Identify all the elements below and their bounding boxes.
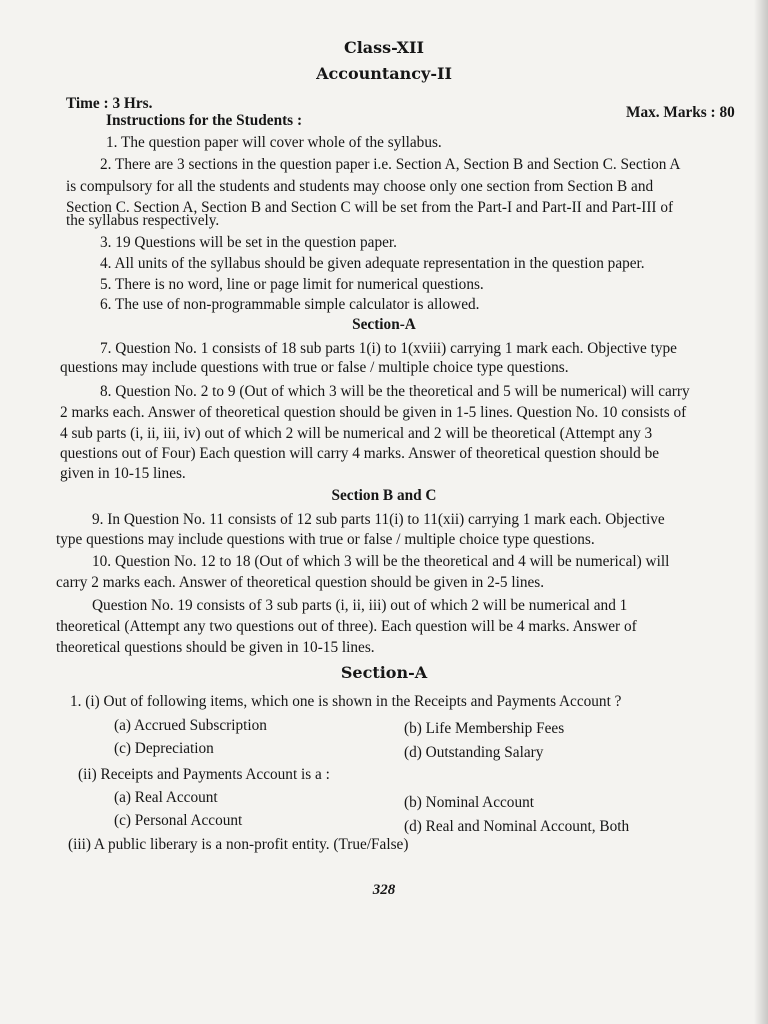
instruction-line: is compulsory for all the students and students may choose only one section from Section B and xyxy=(66,178,654,195)
section-a-info-line: 2 marks each. Answer of theoretical question should be given in 1-5 lines. Question No. 10 consists of xyxy=(60,404,687,421)
question-1-i: 1. (i) Out of following items, which one is shown in the Receipts and Payments Account ? xyxy=(70,693,622,710)
class-title: Class-XII xyxy=(343,38,425,57)
section-bc-info-line: 10. Question No. 12 to 18 (Out of which 3 will be the theoretical and 4 will be numerical) will xyxy=(92,553,670,570)
instruction-line: 2. There are 3 sections in the question paper i.e. Section A, Section B and Section C. Section A xyxy=(100,156,681,173)
option-1-ii-a: (a) Real Account xyxy=(114,789,218,806)
page-number: 328 xyxy=(372,882,396,898)
option-1-i-c: (c) Depreciation xyxy=(114,740,214,757)
section-bc-info-line: Question No. 19 consists of 3 sub parts (i, ii, iii) out of which 2 will be numerical and 1 xyxy=(92,597,628,614)
instruction-line: 6. The use of non-programmable simple calculator is allowed. xyxy=(100,296,480,313)
section-a-info-line: 7. Question No. 1 consists of 18 sub parts 1(i) to 1(xviii) carrying 1 mark each. Objective type xyxy=(100,340,677,357)
max-marks-label: Max. Marks : 80 xyxy=(626,104,735,121)
option-1-ii-c: (c) Personal Account xyxy=(114,812,243,829)
section-a-info-line: 4 sub parts (i, ii, iii, iv) out of which 2 will be numerical and 2 will be theoretical (Attempt any 3 xyxy=(60,425,653,442)
section-a-info-line: 8. Question No. 2 to 9 (Out of which 3 will be the theoretical and 5 will be numerical) will carry xyxy=(100,383,690,400)
time-label: Time : 3 Hrs. xyxy=(66,95,153,112)
section-bc-info-line: theoretical questions should be given in 10-15 lines. xyxy=(56,639,375,656)
question-1-ii: (ii) Receipts and Payments Account is a : xyxy=(78,766,330,783)
instruction-line: 4. All units of the syllabus should be given adequate representation in the question paper. xyxy=(100,255,645,272)
instructions-heading: Instructions for the Students : xyxy=(106,112,303,129)
section-bc-info-line: 9. In Question No. 11 consists of 12 sub parts 11(i) to 11(xii) carrying 1 mark each. Objective xyxy=(92,511,665,528)
option-1-i-a: (a) Accrued Subscription xyxy=(114,717,267,734)
instruction-line: 5. There is no word, line or page limit for numerical questions. xyxy=(100,276,484,293)
section-bc-info-heading: Section B and C xyxy=(331,487,437,504)
instruction-line: 1. The question paper will cover whole of the syllabus. xyxy=(106,134,442,151)
section-a-questions-heading: Section-A xyxy=(340,663,428,682)
option-1-ii-d: (d) Real and Nominal Account, Both xyxy=(404,818,630,835)
option-1-ii-b: (b) Nominal Account xyxy=(404,794,534,811)
subject-title: Accountancy-II xyxy=(316,64,452,83)
section-bc-info-line: theoretical (Attempt any two questions out of three). Each question will be 4 marks. Answer of xyxy=(56,618,637,635)
section-a-info-heading: Section-A xyxy=(352,316,416,333)
section-a-info-line: questions out of Four) Each question will carry 4 marks. Answer of theoretical question should be xyxy=(60,445,660,462)
instruction-line: 3. 19 Questions will be set in the question paper. xyxy=(100,234,397,251)
option-1-i-d: (d) Outstanding Salary xyxy=(404,744,544,761)
option-1-i-b: (b) Life Membership Fees xyxy=(404,720,565,737)
instruction-line: Section C. Section A, Section B and Section C will be set from the Part-I and Part-II and Part-III of xyxy=(66,199,674,216)
section-bc-info-line: carry 2 marks each. Answer of theoretical question should be given in 2-5 lines. xyxy=(56,574,545,591)
section-bc-info-line: type questions may include questions with true or false / multiple choice type questions. xyxy=(56,531,595,548)
section-a-info-line: questions may include questions with true or false / multiple choice type questions. xyxy=(60,359,569,376)
question-1-iii: (iii) A public liberary is a non-profit entity. (True/False) xyxy=(68,836,409,853)
section-a-info-line: given in 10-15 lines. xyxy=(60,465,186,482)
instruction-line: the syllabus respectively. xyxy=(66,212,220,229)
page-edge-shadow xyxy=(754,0,768,1024)
